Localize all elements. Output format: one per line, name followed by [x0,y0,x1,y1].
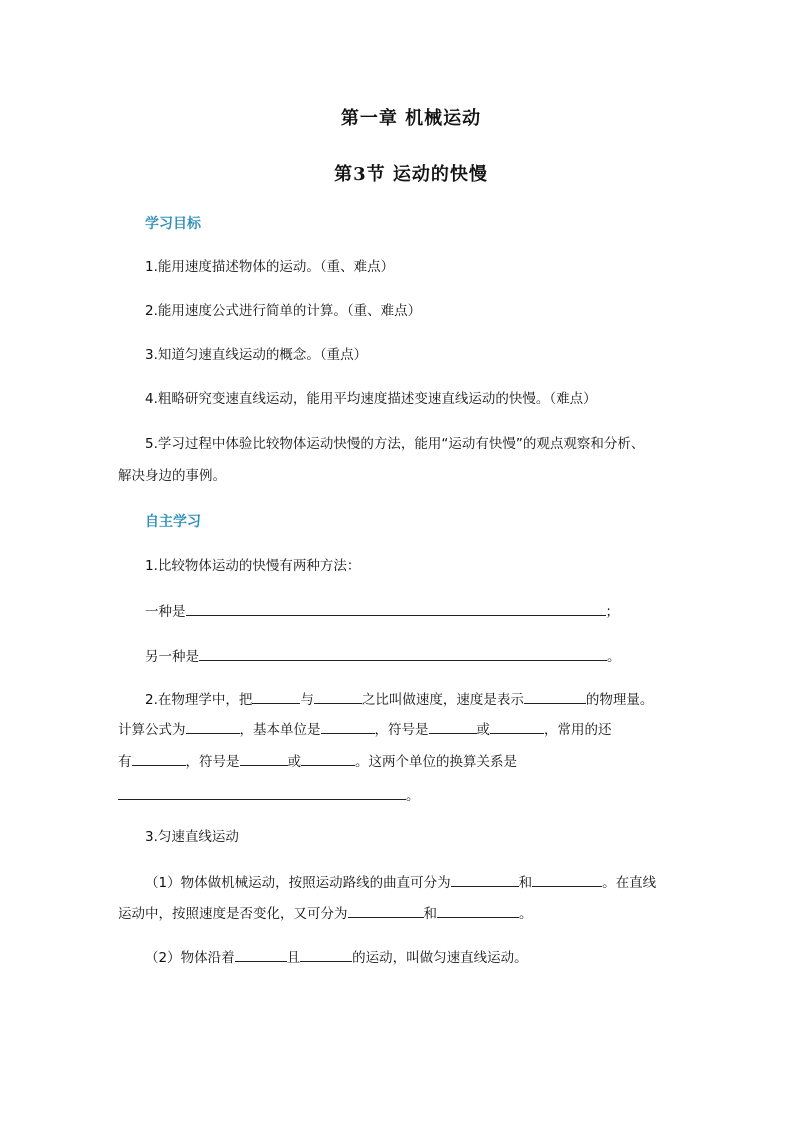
q3-text: 且 [286,950,301,966]
answer-blank[interactable] [524,689,586,704]
q3-text: 。在直线 [602,875,657,891]
answer-blank[interactable] [186,719,240,734]
question-1: 1.比较物体运动的快慢有两种方法： [145,558,361,574]
answer-blank[interactable] [300,947,352,962]
q2-text: 与 [300,692,314,708]
answer-blank[interactable] [321,719,375,734]
question-3: 3.匀速直线运动 [145,829,239,845]
q2-text: ，符号是 [185,754,240,770]
question-2-line-4 [118,785,420,806]
objectives-heading: 学习目标 [145,216,201,232]
question-2-line-1 [145,689,653,710]
punct: ； [605,604,619,620]
q3-text: 和 [518,875,533,891]
answer-blank[interactable] [118,785,406,800]
answer-blank[interactable] [199,646,607,661]
q2-text: 计算公式为 [118,722,186,738]
q2-text: ，基本单位是 [239,722,321,738]
q2-text: 之比叫做速度，速度是表示 [361,692,524,708]
answer-blank[interactable] [235,947,287,962]
question-2-line-3 [118,751,517,772]
question-3-sub-1 [145,872,656,893]
answer-blank[interactable] [252,689,300,704]
q3-text: 运动中，按照速度是否变化，又可分为 [118,906,348,922]
answer-blank[interactable] [132,751,186,766]
answer-blank[interactable] [301,751,355,766]
objective-item: 5.学习过程中体验比较物体运动快慢的方法，能用“运动有快慢”的观点观察和分析、 [145,436,645,452]
punct: 。 [607,649,621,665]
q2-text: 或 [287,754,301,770]
answer-blank[interactable] [240,751,288,766]
self-study-heading: 自主学习 [145,514,201,530]
q2-text: 2.在物理学中，把 [145,692,253,708]
q2-text: 或 [476,722,490,738]
answer-blank[interactable] [348,903,424,918]
question-3-sub-1-cont [118,903,533,924]
objective-item: 4.粗略研究变速直线运动，能用平均速度描述变速直线运动的快慢。（难点） [145,391,597,407]
q2-text: 有 [118,754,132,770]
chapter-title: 第一章 机械运动 [340,108,482,129]
q2-text: 的物理量。 [585,692,654,708]
q3-text: （2）物体沿着 [145,950,235,966]
q2-text: ，常用的还 [544,722,612,738]
question-3-sub-2 [145,947,528,968]
objective-item: 2.能用速度公式进行简单的计算。（重、难点） [145,303,422,319]
answer-blank[interactable] [532,872,602,887]
answer-blank[interactable] [314,689,362,704]
q2-text: 。 [406,788,420,804]
answer-blank[interactable] [490,719,544,734]
question-1-line-a [145,601,619,622]
answer-blank[interactable] [186,601,606,616]
answer-blank[interactable] [451,872,519,887]
question-2-line-2 [118,719,612,740]
q3-text: 和 [423,906,437,922]
objective-item: 解决身边的事例。 [118,468,226,484]
section-title: 第3节 运动的快慢 [334,164,488,185]
q3-text: 。 [519,906,533,922]
answer-blank[interactable] [437,903,519,918]
line-b-label: 另一种是 [145,649,199,665]
question-1-line-b [145,646,621,667]
q3-text: （1）物体做机械运动，按照运动路线的曲直可分为 [145,875,451,891]
objective-item: 3.知道匀速直线运动的概念。（重点） [145,347,368,363]
q2-text: 。这两个单位的换算关系是 [355,754,517,770]
q2-text: ，符号是 [374,722,429,738]
line-a-label: 一种是 [145,604,186,620]
q3-text: 的运动，叫做匀速直线运动。 [352,950,528,966]
answer-blank[interactable] [429,719,477,734]
objective-item: 1.能用速度描述物体的运动。（重、难点） [145,259,395,275]
